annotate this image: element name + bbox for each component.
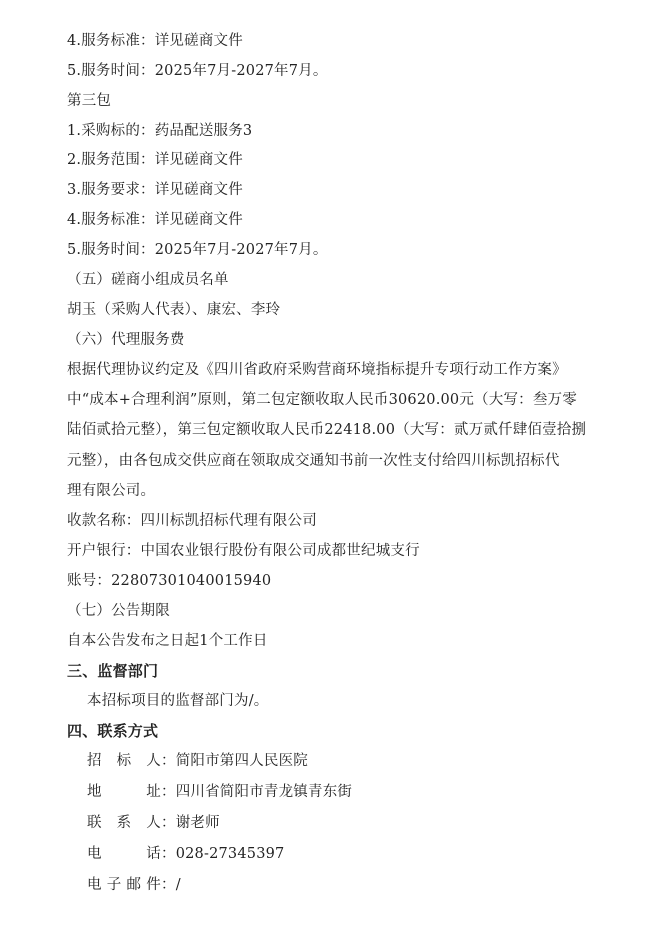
contact-colon: ： xyxy=(161,784,176,800)
pkg2-service-time: 5.服务时间：2025年7月-2027年7月。 xyxy=(67,63,328,79)
supervision-text: 本招标项目的监督部门为/。 xyxy=(87,693,269,709)
contact-person-value: 谢老师 xyxy=(175,815,220,831)
notice-period: 自本公告发布之日起1个工作日 xyxy=(67,633,268,649)
pkg3-item-1: 1.采购标的：药品配送服务3 xyxy=(67,123,253,139)
contact-heading: 四、联系方式 xyxy=(67,722,159,740)
contact-email-value: / xyxy=(175,877,181,893)
fee-line-3: 陆佰贰拾元整），第三包定额收取人民币22418.00（大写：贰万贰仟肆佰壹拾捌 xyxy=(67,422,587,438)
fee-account: 账号：22807301040015940 xyxy=(67,573,272,589)
fee-bank: 开户银行：中国农业银行股份有限公司成都世纪城支行 xyxy=(67,543,420,559)
fee-line-4: 元整），由各包成交供应商在领取成交通知书前一次性支付给四川标凯招标代 xyxy=(67,453,560,469)
members-names: 胡玉（采购人代表）、康宏、李玲 xyxy=(67,302,281,318)
members-heading: （五）磋商小组成员名单 xyxy=(67,272,229,288)
pkg2-service-standard: 4.服务标准：详见磋商文件 xyxy=(67,33,243,49)
pkg3-item-5: 5.服务时间：2025年7月-2027年7月。 xyxy=(67,242,328,258)
contact-address-label: 地 址 xyxy=(87,784,161,800)
contact-colon: ： xyxy=(161,877,176,893)
notice-heading: （七）公告期限 xyxy=(67,603,170,619)
contact-phone xyxy=(87,844,284,864)
fee-line-5: 理有限公司。 xyxy=(67,483,156,499)
fee-payee: 收款名称：四川标凯招标代理有限公司 xyxy=(67,513,317,529)
fee-heading: （六）代理服务费 xyxy=(67,332,185,348)
contact-person-label: 联 系 人 xyxy=(87,815,161,831)
contact-colon: ： xyxy=(161,846,176,862)
contact-tenderer-value: 简阳市第四人民医院 xyxy=(175,753,309,769)
contact-email-label: 电子邮件 xyxy=(87,877,161,893)
contact-address-value: 四川省简阳市青龙镇青东街 xyxy=(175,784,353,800)
pkg3-item-3: 3.服务要求：详见磋商文件 xyxy=(67,182,243,198)
pkg3-item-2: 2.服务范围：详见磋商文件 xyxy=(67,152,243,168)
pkg3-item-4: 4.服务标准：详见磋商文件 xyxy=(67,212,243,228)
contact-phone-value: 028-27345397 xyxy=(175,846,285,862)
contact-person xyxy=(87,813,220,833)
contact-colon: ： xyxy=(161,753,176,769)
contact-colon: ： xyxy=(161,815,176,831)
fee-line-2: 中“成本+合理利润”原则，第二包定额收取人民币30620.00元（大写：叁万零 xyxy=(67,392,577,408)
contact-phone-label: 电 话 xyxy=(87,846,161,862)
contact-tenderer-label: 招 标 人 xyxy=(87,753,161,769)
contact-address xyxy=(87,782,352,802)
pkg3-heading: 第三包 xyxy=(67,93,112,109)
contact-tenderer xyxy=(87,751,308,771)
supervision-heading: 三、监督部门 xyxy=(67,662,159,680)
contact-email xyxy=(87,875,181,895)
fee-line-1: 根据代理协议约定及《四川省政府采购营商环境指标提升专项行动工作方案》 xyxy=(67,362,567,378)
